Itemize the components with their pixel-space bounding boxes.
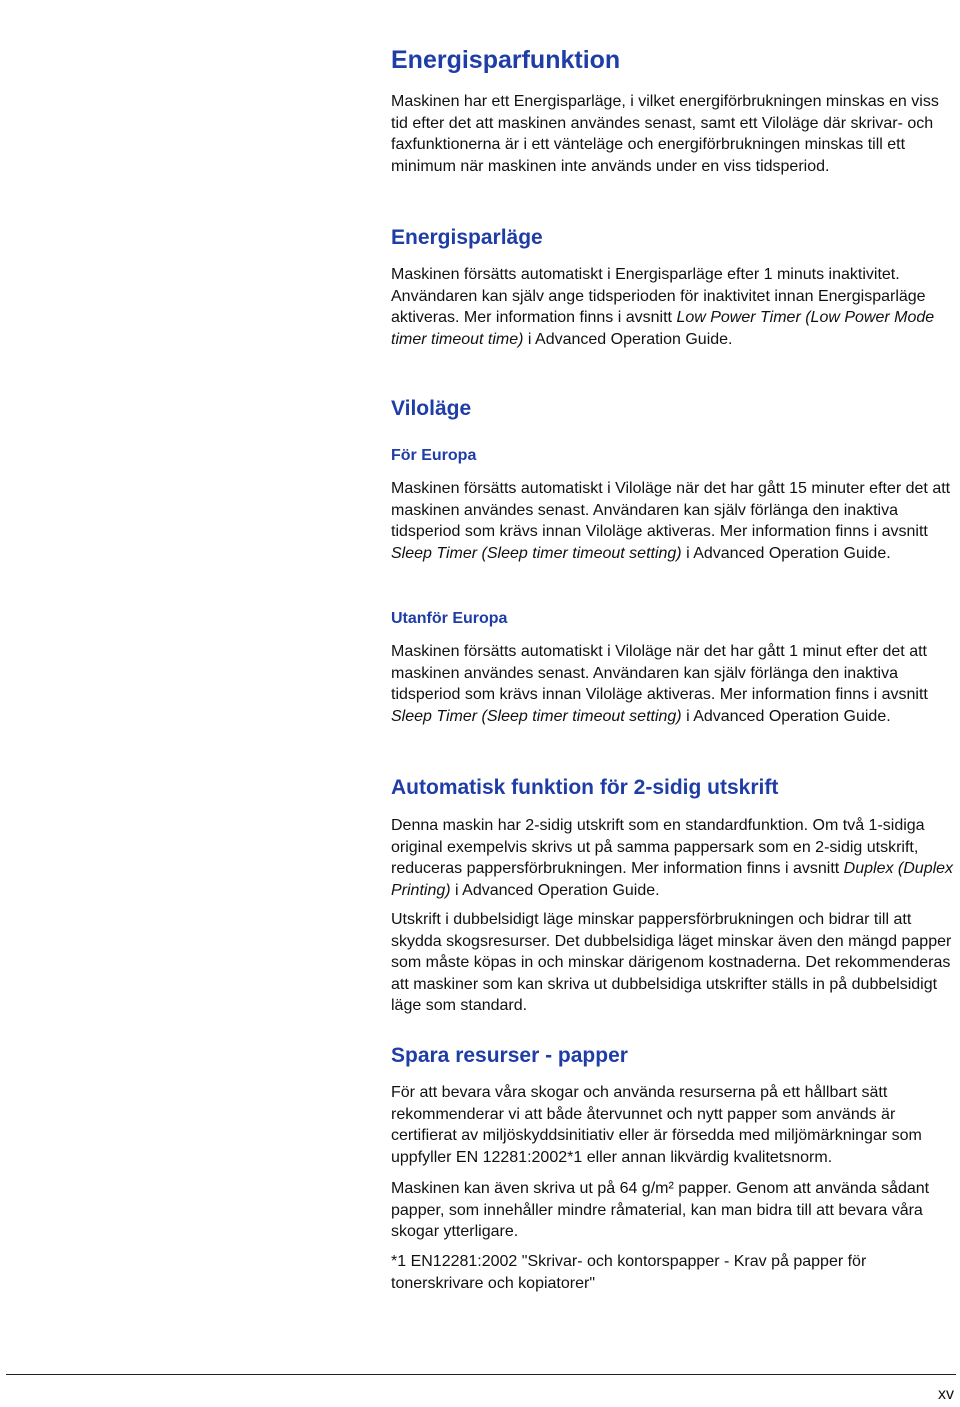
body-for-europa <box>391 478 956 564</box>
section-title-spara-resurser: Spara resurser - papper <box>391 1044 628 1067</box>
body-text: i Advanced Operation Guide. <box>450 881 660 899</box>
reference-italic: Low Power Timer (Low Power Mode timer timeout time) <box>391 309 935 348</box>
reference-italic: Sleep Timer (Sleep timer timeout setting) <box>391 544 682 562</box>
section-title-energisparfunktion: Energisparfunktion <box>391 46 621 74</box>
body-text: Maskinen försätts automatiskt i Energisparläge efter 1 minuts inaktivitet. Användaren kan själv ange tidsperioden för inaktivitet innan Energisparläge aktiveras. Mer information finns i avsnitt <box>391 266 926 326</box>
body-text: i Advanced Operation Guide. <box>681 707 891 725</box>
body-utanfor-europa <box>391 641 956 727</box>
page-number: xv <box>938 1386 954 1403</box>
body-text: Maskinen försätts automatiskt i Viloläge när det har gått 1 minut efter det att maskinen användes senast. Användaren kan själv förlänga den inaktiva tidsperiod som krävs innan Viloläge aktiveras. Mer information finns i avsnitt <box>391 643 928 703</box>
footer-divider <box>6 1374 956 1375</box>
duplex-paragraph-2: Utskrift i dubbelsidigt läge minskar pappersförbrukningen och bidrar till att skydda skogsresurser. Det dubbelsidiga läget minskar även den mängd papper som måste köpas in och minskar därigenom kostnaderna. Det rekommenderas att maskiner som kan skriva ut dubbelsidiga utskrifter ställs in på dubbelsidigt läge som standard. <box>391 911 952 1014</box>
section-title-duplex: Automatisk funktion för 2-sidig utskrift <box>391 776 779 799</box>
body-text: Maskinen försätts automatiskt i Viloläge när det har gått 15 minuter efter det att maskinen användes senast. Användaren kan själv förlänga den inaktiva tidsperiod som krävs innan Viloläge aktiveras. Mer information finns i avsnitt <box>391 480 951 540</box>
paper-footnote: *1 EN12281:2002 "Skrivar- och kontorspapper - Krav på papper för tonerskrivare och kopiatorer" <box>391 1253 867 1292</box>
subsection-title-vilolage: Viloläge <box>391 397 472 420</box>
paper-paragraph-1: För att bevara våra skogar och använda resurserna på ett hållbart sätt rekommenderar vi att både återvunnet och nytt papper som används är certifierat av miljöskyddsinitiativ eller är försedda med miljömärkningar som uppfyller EN 12281:2002*1 eller annan likvärdig kvalitetsnorm. <box>391 1084 922 1166</box>
subsection-title-energisparlage: Energisparläge <box>391 226 543 249</box>
body-text: i Advanced Operation Guide. <box>681 544 891 562</box>
body-text: i Advanced Operation Guide. <box>523 330 733 348</box>
subheading-for-europa: För Europa <box>391 447 477 464</box>
duplex-paragraph-1 <box>391 815 956 901</box>
subheading-utanfor-europa: Utanför Europa <box>391 610 508 627</box>
reference-italic: Duplex (Duplex Printing) <box>391 860 954 899</box>
section-body-energisparfunktion: Maskinen har ett Energisparläge, i vilket energiförbrukningen minskas en viss tid efter det att maskinen användes senast, samt ett Viloläge där skrivar- och faxfunktionerna är i ett vänteläge och energiförbrukningen minskas till ett minimum när maskinen inte används under en viss tidsperiod. <box>391 93 939 175</box>
body-text: Denna maskin har 2-sidig utskrift som en standardfunktion. Om två 1-sidiga original exempelvis skrivs ut på samma pappersark som en 2-sidig utskrift, reduceras pappersförbrukningen. Mer information finns i avsnitt <box>391 817 925 877</box>
reference-italic: Sleep Timer (Sleep timer timeout setting) <box>391 707 682 725</box>
subsection-body-energisparlage <box>391 264 956 350</box>
paper-paragraph-2: Maskinen kan även skriva ut på 64 g/m² papper. Genom att använda sådant papper, som innehåller mindre råmaterial, kan man bidra till att bevara våra skogar ytterligare. <box>391 1180 930 1240</box>
